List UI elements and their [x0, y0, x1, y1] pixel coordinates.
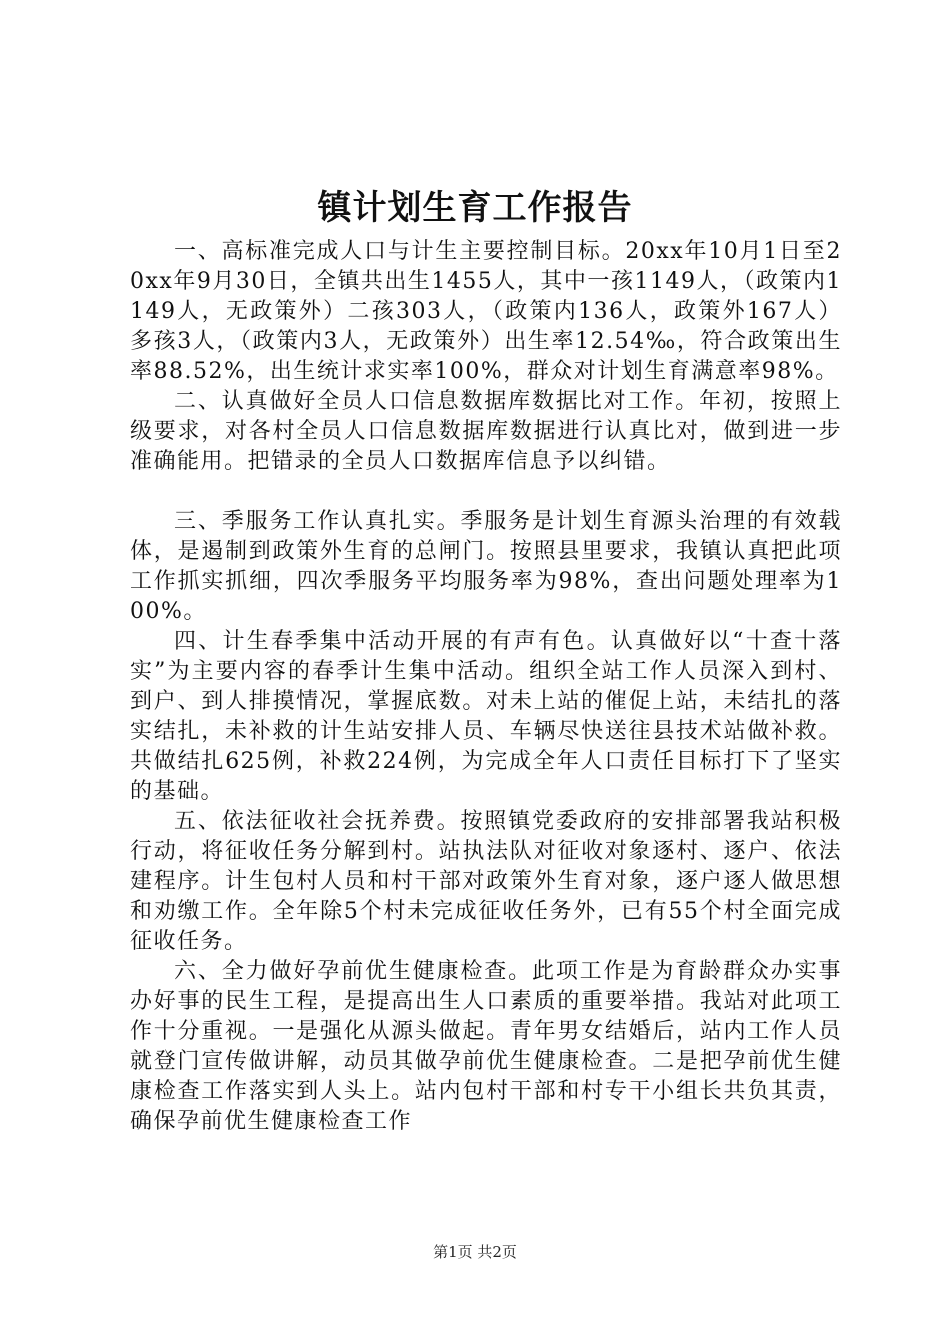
paragraph-6: 六、全力做好孕前优生健康检查。此项工作是为育龄群众办实事办好事的民生工程，是提高出生人口素质的重要举措。我站对此项工作十分重视。一是强化从源头做起。青年男女结婚后，站内工作人员就登门宣传做讲解，动员其做孕前优生健康检查。二是把孕前优生健康检查工作落实到人头上。站内包村干部和村专干小组长共负其责，确保孕前优生健康检查工作 [130, 959, 842, 1134]
page-footer: 第1页 共2页 [433, 1243, 517, 1261]
paragraph-4: 四、计生春季集中活动开展的有声有色。认真做好以“十查十落实”为主要内容的春季计生集中活动。组织全站工作人员深入到村、到户、到人排摸情况，掌握底数。对未上站的催促上站，未结扎的落实结扎，未补救的计生站安排人员、车辆尽快送往县技术站做补救。共做结扎625例，补救224例，为完成全年人口责任目标打下了坚实的基础。 [130, 629, 842, 804]
document-title: 镇计划生育工作报告 [317, 188, 633, 228]
paragraph-1: 一、高标准完成人口与计生主要控制目标。20xx年10月1日至20xx年9月30日，全镇共出生1455人，其中一孩1149人，（政策内1149人，无政策外）二孩303人，（政策内136人，政策外167人）多孩3人，（政策内3人，无政策外）出生率12.54‰，符合政策出生率88.52%，出生统计求实率100%，群众对计划生育满意率98%。 [130, 239, 842, 384]
document-body [130, 237, 842, 1137]
paragraph-2: 二、认真做好全员人口信息数据库数据比对工作。年初，按照上级要求，对各村全员人口信息数据库数据进行认真比对，做到进一步准确能用。把错录的全员人口数据库信息予以纠错。 [130, 389, 842, 474]
paragraph-5: 五、依法征收社会抚养费。按照镇党委政府的安排部署我站积极行动，将征收任务分解到村。站执法队对征收对象逐村、逐户、依法建程序。计生包村人员和村干部对政策外生育对象，逐户逐人做思想和劝缴工作。全年除5个村未完成征收任务外，已有55个村全面完成征收任务。 [130, 809, 842, 954]
paragraph-3: 三、季服务工作认真扎实。季服务是计划生育源头治理的有效载体，是遏制到政策外生育的总闸门。按照县里要求，我镇认真把此项工作抓实抓细，四次季服务平均服务率为98%，查出问题处理率为100%。 [130, 509, 842, 624]
